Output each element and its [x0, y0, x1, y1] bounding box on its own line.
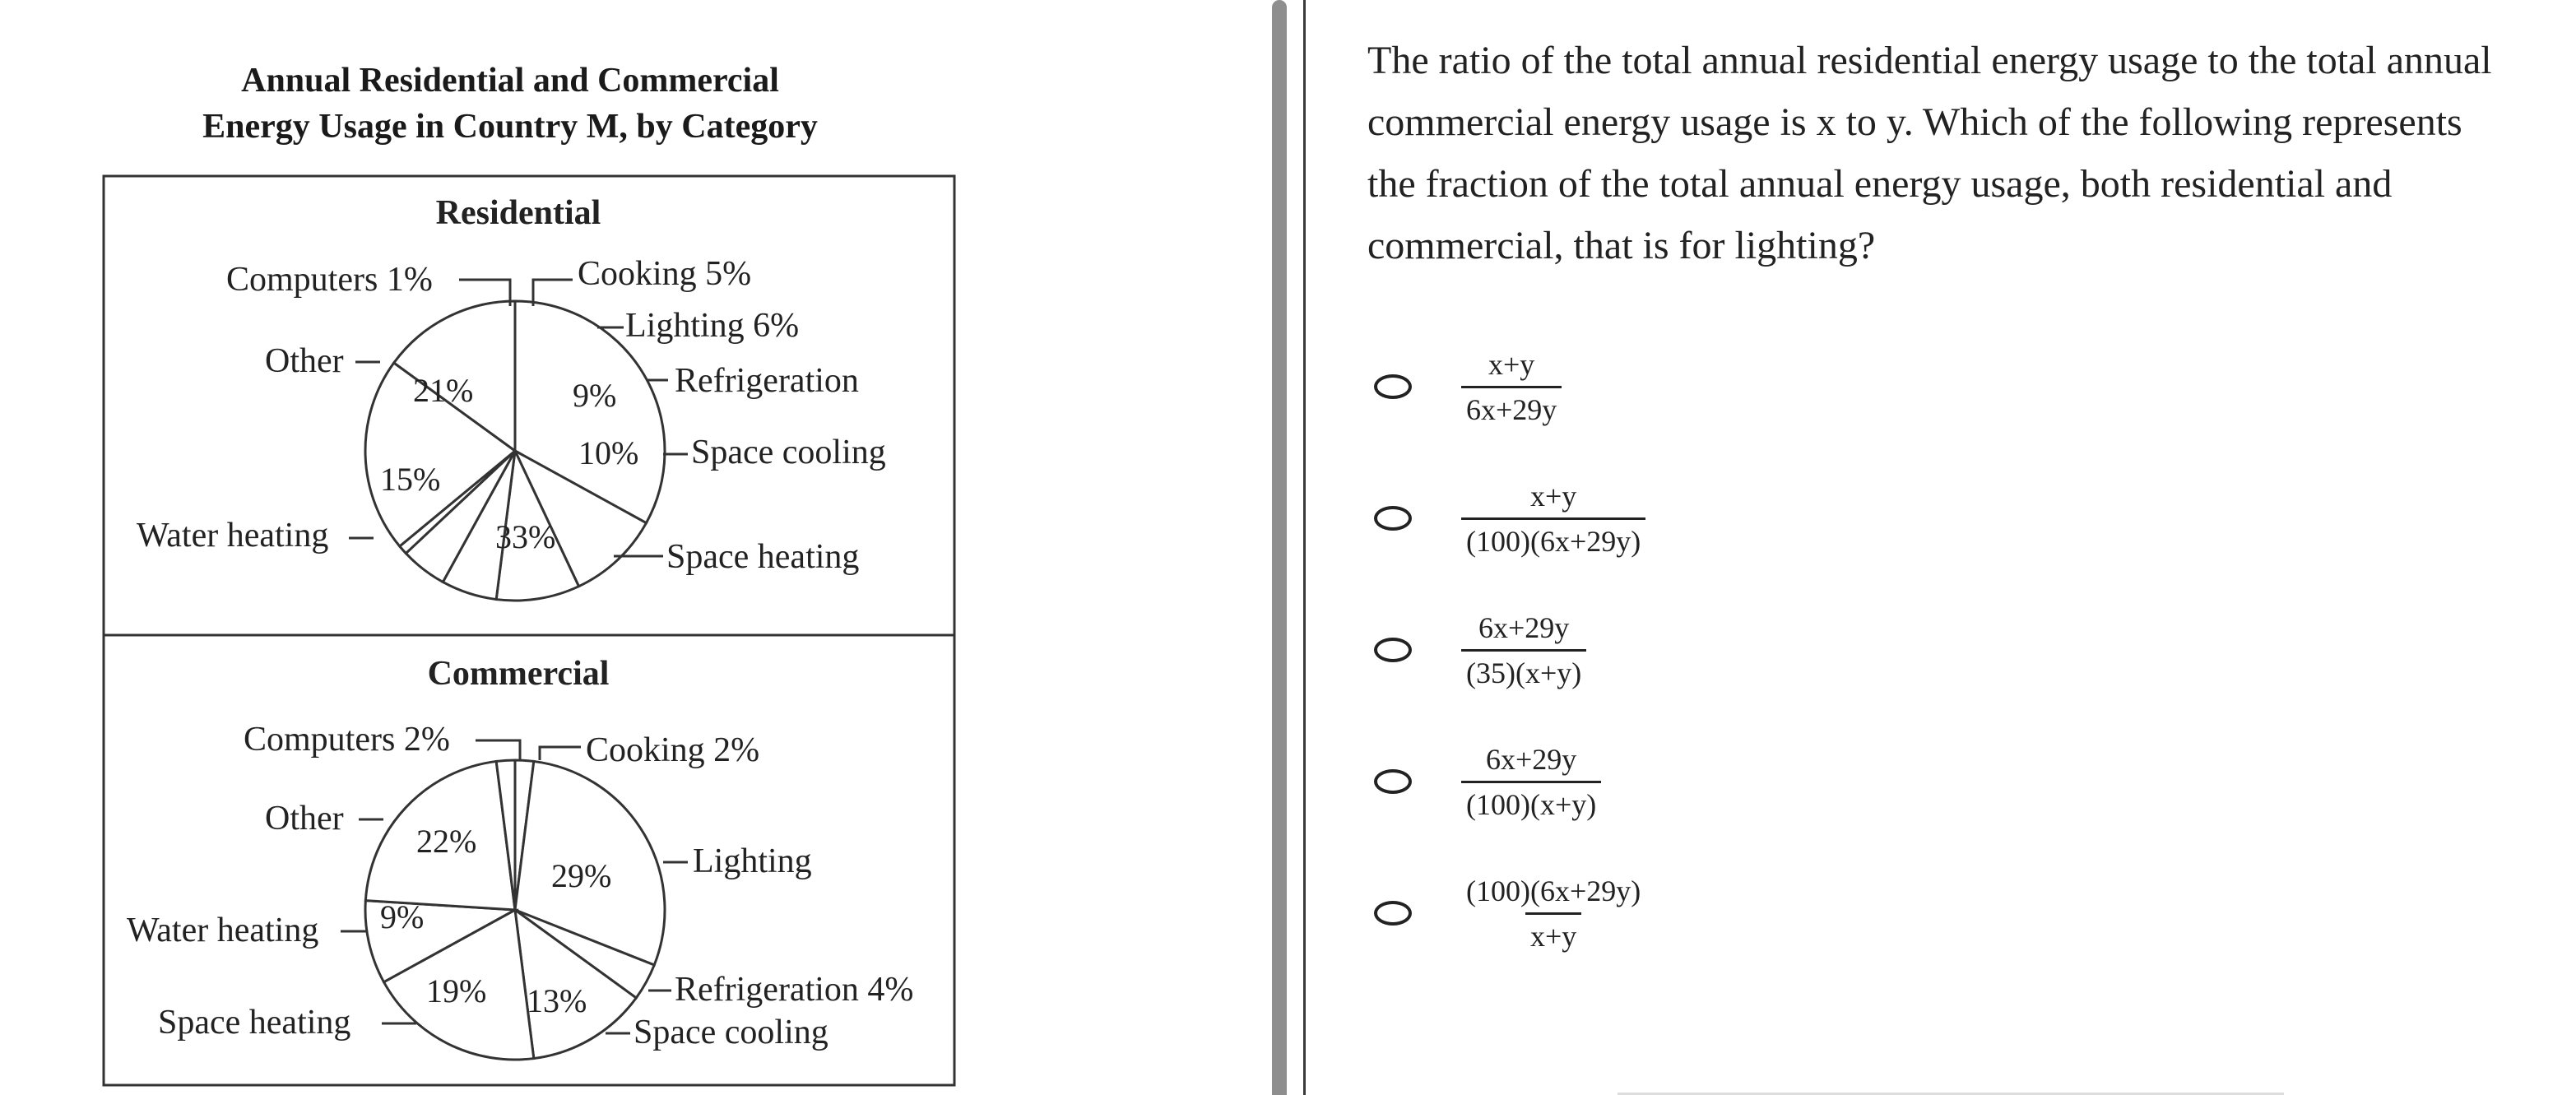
answer-choice-a[interactable]	[1374, 321, 1645, 452]
choice-numerator: 6x+29y	[1485, 742, 1577, 776]
choice-denominator: (100)(6x+29y)	[1461, 517, 1645, 559]
answer-choices	[1374, 321, 1645, 979]
label-com-computers: Computers 2%	[244, 721, 450, 759]
label-com-refrigeration: Refrigeration 4%	[675, 971, 914, 1009]
label-com-cooking: Cooking 2%	[586, 731, 760, 769]
answer-choice-e[interactable]	[1374, 847, 1645, 979]
choice-numerator: x+y	[1529, 479, 1577, 513]
radio-button[interactable]	[1374, 374, 1412, 399]
figure-pane	[0, 0, 1267, 1095]
answer-choice-b[interactable]	[1374, 452, 1645, 584]
pct-com-water-heating: 9%	[380, 898, 425, 935]
pct-res-space-cooling: 10%	[578, 434, 639, 471]
label-res-computers: Computers 1%	[226, 261, 433, 299]
pct-com-space-heating: 19%	[426, 972, 487, 1009]
label-res-other: Other	[265, 342, 344, 380]
choice-fraction	[1461, 873, 1645, 954]
pct-com-lighting: 29%	[551, 857, 612, 894]
label-com-water-heating: Water heating	[127, 912, 319, 949]
label-com-space-cooling: Space cooling	[634, 1014, 828, 1051]
pane-divider	[1303, 0, 1306, 1095]
radio-button[interactable]	[1374, 769, 1412, 794]
label-res-space-heating: Space heating	[666, 538, 860, 576]
radio-button[interactable]	[1374, 638, 1412, 662]
pct-res-refrigeration: 9%	[573, 377, 617, 414]
radio-button[interactable]	[1374, 506, 1412, 531]
answer-choice-d[interactable]	[1374, 716, 1645, 847]
choice-fraction	[1461, 478, 1645, 559]
pct-com-space-cooling: 13%	[527, 982, 587, 1019]
pct-res-other: 21%	[413, 372, 474, 409]
choice-fraction	[1461, 610, 1586, 691]
choice-denominator: 6x+29y	[1461, 386, 1562, 428]
label-com-space-heating: Space heating	[158, 1004, 351, 1042]
leader-com-computers	[476, 740, 520, 760]
residential-title: Residential	[435, 194, 601, 232]
energy-pie-charts	[0, 0, 1267, 1095]
answer-choice-c[interactable]	[1374, 584, 1645, 716]
label-res-refrigeration: Refrigeration	[675, 362, 859, 400]
choice-denominator: x+y	[1525, 912, 1581, 954]
label-com-other: Other	[265, 800, 344, 837]
question-pane	[1316, 0, 2576, 1095]
pane-resize-handle[interactable]	[1272, 0, 1287, 1095]
label-com-lighting: Lighting	[693, 842, 812, 880]
choice-denominator: (100)(x+y)	[1461, 781, 1601, 823]
label-res-cooking: Cooking 5%	[578, 255, 752, 293]
figure-title-line-1: Annual Residential and Commercial	[241, 62, 779, 100]
commercial-title: Commercial	[427, 655, 610, 693]
choice-fraction	[1461, 346, 1562, 428]
choice-numerator: 6x+29y	[1478, 610, 1570, 644]
pct-res-space-heating: 33%	[495, 518, 556, 555]
radio-button[interactable]	[1374, 901, 1412, 926]
pct-com-other: 22%	[416, 823, 477, 860]
choice-denominator: (35)(x+y)	[1461, 649, 1586, 691]
label-res-water-heating: Water heating	[137, 517, 329, 554]
leader-com-cooking	[540, 747, 581, 760]
question-text: The ratio of the total annual residential energy usage to the total annual commercial energy usage is x to y. Which of the following represents the fraction of the total annual energy usage, both residential and commercial, that is for lighting?	[1367, 39, 2492, 267]
choice-numerator: (100)(6x+29y)	[1466, 874, 1641, 907]
choice-fraction	[1461, 741, 1601, 823]
choice-numerator: x+y	[1488, 347, 1535, 381]
label-res-lighting: Lighting 6%	[625, 307, 800, 345]
pct-res-water-heating: 15%	[380, 461, 441, 498]
figure-title-line-2: Energy Usage in Country M, by Category	[202, 108, 818, 146]
label-res-space-cooling: Space cooling	[691, 434, 886, 471]
